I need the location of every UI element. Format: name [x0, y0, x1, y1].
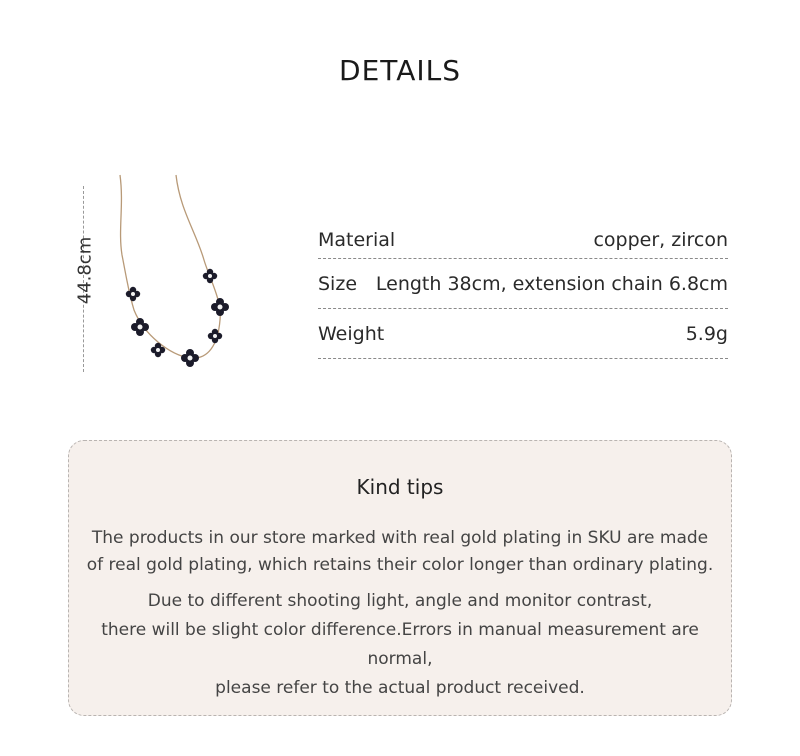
tips-line: Due to different shooting light, angle and monitor contrast, [147, 591, 653, 611]
product-figure [60, 170, 260, 380]
tips-paragraph-plating [69, 525, 731, 579]
spec-key: Weight [318, 322, 385, 345]
specs-table [318, 226, 728, 359]
necklace-image [100, 170, 250, 380]
spec-row-size [318, 259, 728, 309]
tips-line: of real gold plating, which retains their color longer than ordinary plating. [86, 555, 714, 575]
spec-value: Length 38cm, extension chain 6.8cm [375, 272, 728, 295]
measure-label: 44.8cm [74, 236, 96, 305]
spec-key: Size [318, 272, 358, 295]
tips-title: Kind tips [356, 475, 444, 499]
tips-line: The products in our store marked with real gold plating in SKU are made [91, 528, 709, 548]
spec-key: Material [318, 229, 396, 251]
spec-row-material [318, 226, 728, 259]
kind-tips-box [68, 440, 732, 716]
page-title: DETAILS [339, 54, 461, 87]
spec-row-weight [318, 309, 728, 359]
spec-value: 5.9g [685, 322, 728, 345]
tips-line: there will be slight color difference.Errors in manual measurement are normal, [101, 620, 699, 669]
spec-value: copper, zircon [593, 229, 728, 251]
tips-line: please refer to the actual product received. [215, 678, 585, 698]
tips-paragraph-color [69, 587, 731, 703]
flower-charm [126, 269, 229, 367]
